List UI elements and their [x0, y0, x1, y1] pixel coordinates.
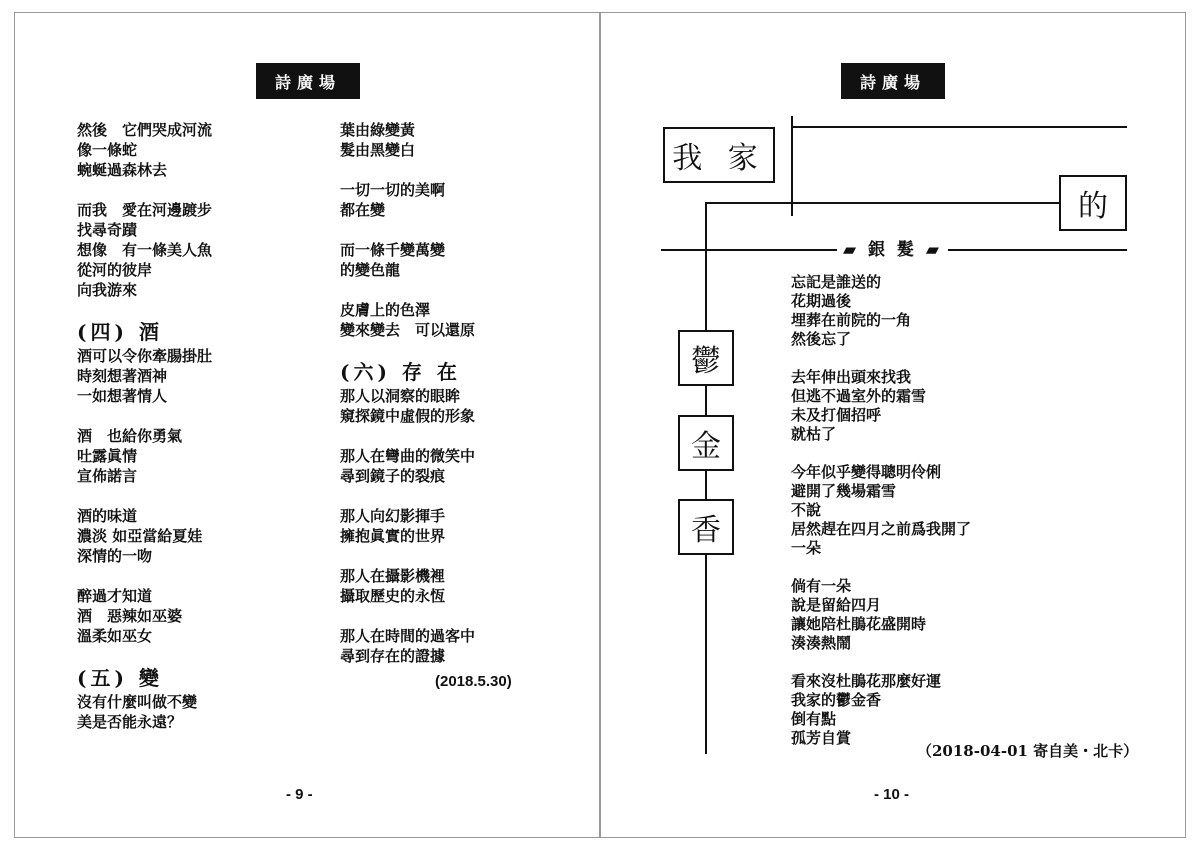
poem-line: 一切一切的美啊: [340, 181, 446, 199]
poem-line: 都在變: [340, 201, 386, 219]
poem-line: 而我 愛在河邊踱步: [77, 201, 213, 219]
poem-line: 倘有一朵: [791, 577, 852, 595]
poem-line: 我家的鬱金香: [791, 691, 882, 709]
poem-line: 今年似乎變得聰明伶俐: [791, 463, 942, 481]
poem-line: 酒 也給你勇氣: [77, 427, 183, 445]
poem-line: 向我游來: [77, 281, 138, 299]
poem-line: 而一條千變萬變: [340, 241, 446, 259]
poem-line: 深情的一吻: [77, 547, 153, 565]
subtitle: ▰ 銀 髮 ▰: [837, 235, 948, 260]
stanza: [791, 577, 1121, 653]
poem-line: 找尋奇蹟: [77, 221, 138, 239]
left-column-2: [340, 120, 590, 692]
poem-line: 時刻想著酒神: [77, 367, 168, 385]
stanza: [791, 273, 1121, 349]
poem-line: 沒有什麼叫做不變: [77, 693, 198, 711]
stanza: [77, 120, 327, 180]
poem-line: 說是留給四月: [791, 596, 882, 614]
poem-line: 花期過後: [791, 292, 852, 310]
page-number: - 10 -: [874, 786, 910, 803]
poem-line: 那人在攝影機裡: [340, 567, 446, 585]
stanza: [340, 240, 590, 280]
poem-line: 那人在時間的過客中: [340, 627, 476, 645]
poem-line: 那人向幻影揮手: [340, 507, 446, 525]
stanza: [340, 626, 590, 666]
stanza: [340, 566, 590, 606]
poem-signature: （2018-04-01 寄自美・北卡）: [917, 742, 1139, 760]
poem-line: 皮膚上的色澤: [340, 301, 431, 319]
poem-line: 去年伸出頭來找我: [791, 368, 912, 386]
poem-line: 宣佈諾言: [77, 467, 138, 485]
poem-line: 居然趕在四月之前爲我開了: [791, 520, 972, 538]
section-title-4: (四) 酒: [77, 320, 163, 344]
poem-line: 蜿蜒過森林去: [77, 161, 168, 179]
poem-line: 從河的彼岸: [77, 261, 153, 279]
left-column-1: [77, 120, 327, 752]
stanza: [340, 300, 590, 340]
poem-line: 未及打個招呼: [791, 406, 882, 424]
poem-line: 孤芳自賞: [791, 729, 852, 747]
poem-line: 濃淡 如亞當給夏娃: [77, 527, 203, 545]
stanza: [77, 200, 327, 300]
stanza: [77, 426, 327, 486]
left-page: [14, 12, 600, 838]
poem-line: 髮由黑變白: [340, 141, 416, 159]
poem-line: 擁抱眞實的世界: [340, 527, 446, 545]
poem-line: 的變色龍: [340, 261, 401, 279]
poem-line: 酒可以令你牽腸掛肚: [77, 347, 213, 365]
poem-line: 然後 它們哭成河流: [77, 121, 213, 139]
stanza: [791, 463, 1121, 558]
poem-line: 那人以洞察的眼眸: [340, 387, 461, 405]
poem-line: 不說: [791, 501, 822, 519]
poem-line: 像一條蛇: [77, 141, 138, 159]
poem-line: 想像 有一條美人魚: [77, 241, 213, 259]
stanza: [791, 672, 1121, 748]
title-box-xiang: 香: [678, 499, 734, 555]
poem-line: 醉過才知道: [77, 587, 153, 605]
poem-line: 就枯了: [791, 425, 837, 443]
title-box-jin: 金: [678, 415, 734, 471]
right-page: [600, 12, 1186, 838]
poem-line: 葉由綠變黃: [340, 121, 416, 139]
poem-line: 一如想著情人: [77, 387, 168, 405]
right-page-header: 詩廣場: [841, 63, 945, 99]
poem-line: 埋葬在前院的一角: [791, 311, 912, 329]
poem-line: 酒 惡辣如巫婆: [77, 607, 183, 625]
poem-body: [791, 273, 1121, 748]
poem-line: 忘記是誰送的: [791, 273, 882, 291]
left-page-header: 詩廣場: [256, 63, 360, 99]
stanza: [340, 506, 590, 546]
title-box-of: 的: [1059, 175, 1127, 231]
poem-line: 酒的味道: [77, 507, 138, 525]
poem-line: 溫柔如巫女: [77, 627, 153, 645]
title-rule: [705, 202, 707, 754]
stanza: [340, 446, 590, 486]
title-rule: [705, 202, 1059, 204]
poem-line: 讓她陪杜鵑花盛開時: [791, 615, 927, 633]
poem-line: 窺探鏡中虛假的形象: [340, 407, 476, 425]
poem-line: 湊湊熱鬧: [791, 634, 852, 652]
stanza: [340, 120, 590, 160]
poem-line: 攝取歷史的永恆: [340, 587, 446, 605]
stanza: [340, 386, 590, 426]
poem-line: 避開了幾場霜雪: [791, 482, 897, 500]
poem-date: (2018.5.30): [435, 673, 512, 690]
stanza: [77, 506, 327, 566]
stanza: [77, 346, 327, 406]
stanza: [791, 368, 1121, 444]
poem-line: 尋到存在的證據: [340, 647, 446, 665]
poem-line: 一朵: [791, 539, 822, 557]
stanza: [77, 586, 327, 646]
poem-line: 那人在彎曲的微笑中: [340, 447, 476, 465]
section-title-6: (六) 存 在: [340, 360, 461, 384]
poem-line: 但逃不過室外的霜雪: [791, 387, 927, 405]
poem-line: 吐露眞情: [77, 447, 138, 465]
poem-line: 尋到鏡子的裂痕: [340, 467, 446, 485]
title-rule: [791, 126, 1127, 128]
title-rule: [791, 116, 793, 216]
poem-line: 看來沒杜鵑花那麼好運: [791, 672, 942, 690]
stanza: [77, 692, 327, 732]
page-number: - 9 -: [286, 786, 313, 803]
stanza: [340, 180, 590, 220]
poem-line: 美是否能永遠？: [77, 713, 183, 731]
poem-line: 變來變去 可以還原: [340, 321, 476, 339]
poem-line: 倒有點: [791, 710, 837, 728]
poem-line: 然後忘了: [791, 330, 852, 348]
title-box-yu: 鬱: [678, 330, 734, 386]
section-title-5: (五) 變: [77, 666, 163, 690]
title-box-my-home: 我 家: [663, 127, 775, 183]
